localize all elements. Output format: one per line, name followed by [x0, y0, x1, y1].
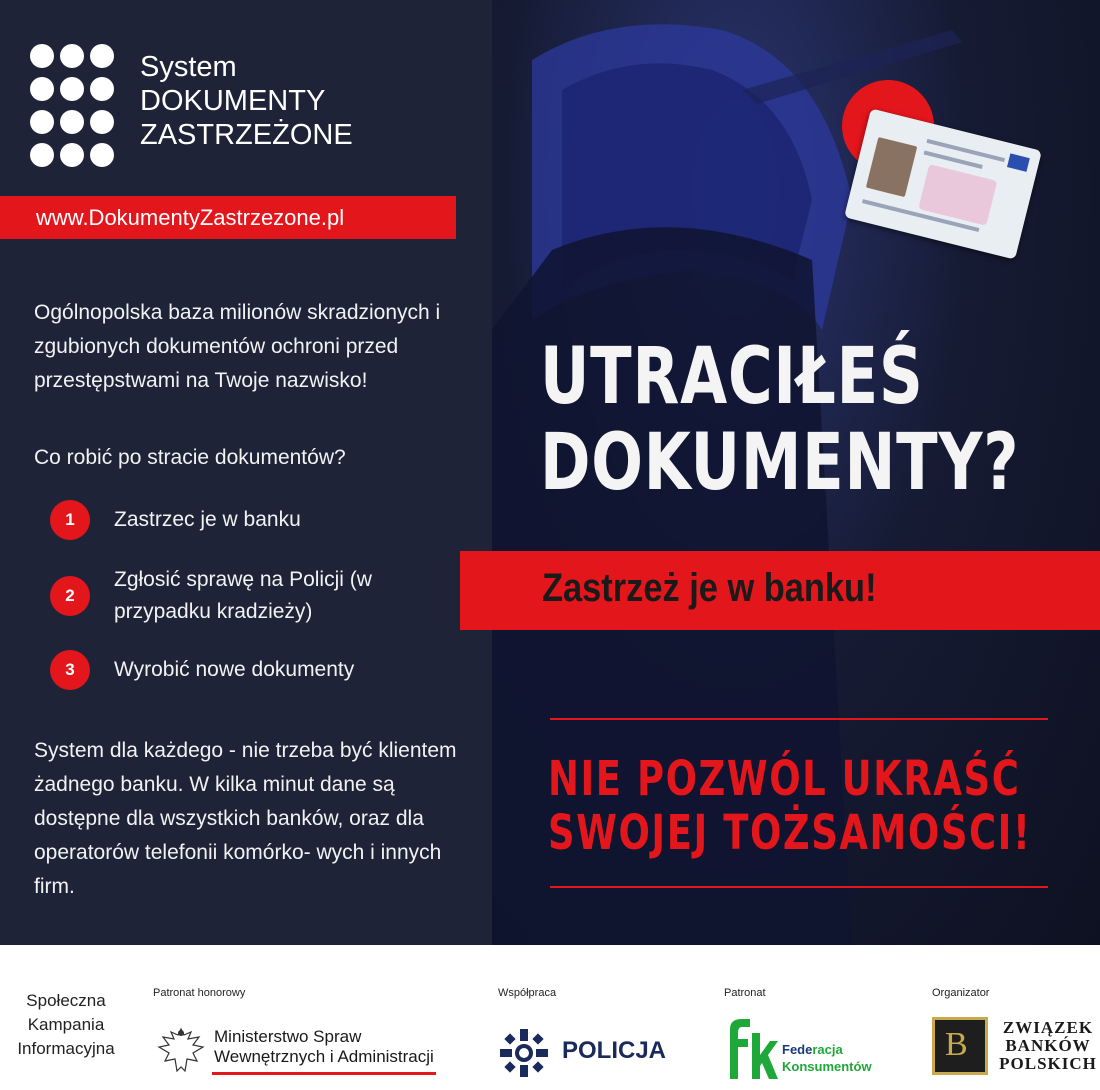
campaign-line: Społeczna [26, 991, 106, 1010]
intro-text: Ogólnopolska baza milionów skradzionych i zgubionych dokumentów ochroni przed przestępstwami na Twoje nazwisko! [34, 301, 441, 392]
info-panel [0, 0, 492, 945]
sponsors-footer [0, 945, 1100, 1090]
federation-name [782, 1041, 872, 1075]
system-note-text: System dla każdego - nie trzeba być klientem żadnego banku. W kilka minut dane są dostępne dla wszystkich banków, oraz dla operatorów telefonii komórko- wych i innych firm. [34, 739, 457, 898]
step-label: Zgłosić sprawę na Policji (w przypadku kradzieży) [114, 568, 372, 623]
organizer-label: Organizator [932, 987, 990, 999]
cta-text: Zastrzeż je w banku! [542, 566, 877, 610]
step-label: Zastrzec je w banku [114, 508, 301, 531]
headline-line-2: DOKUMENTY? [540, 418, 1020, 508]
step-number-badge: 2 [50, 576, 90, 616]
campaign-line: Kampania [27, 1015, 105, 1034]
federation-part: Fede [782, 1042, 813, 1057]
website-url-link[interactable]: www.DokumentyZastrzezone.pl [0, 196, 456, 239]
step-item [50, 650, 354, 690]
zbp-logo-icon: B [932, 1017, 988, 1075]
brand-line-2: DOKUMENTY [140, 85, 326, 117]
divider-top [550, 718, 1048, 720]
divider-bottom [550, 886, 1048, 888]
patron-label: Patronat [724, 987, 766, 999]
logo-dots-icon [30, 44, 114, 168]
federation-part: racja [812, 1042, 843, 1057]
eagle-emblem-icon [153, 1023, 209, 1079]
fk-logo-icon [724, 1015, 778, 1081]
police-star-icon [498, 1027, 550, 1079]
honor-patron-label: Patronat honorowy [153, 987, 246, 999]
zbp-line: ZWIĄZEK [1002, 1018, 1094, 1037]
ministry-underline [212, 1072, 436, 1075]
cooperation-label: Współpraca [498, 987, 557, 999]
step-item [50, 564, 414, 628]
step-number-badge: 3 [50, 650, 90, 690]
ministry-line: Ministerstwo Spraw [214, 1027, 362, 1046]
zbp-name [996, 1019, 1100, 1073]
step-number-badge: 1 [50, 500, 90, 540]
ministry-line: Wewnętrznych i Administracji [214, 1047, 434, 1066]
warning-line-1: NIE POZWÓL UKRAŚĆ [548, 751, 1021, 807]
zbp-line: BANKÓW [1005, 1036, 1091, 1055]
campaign-label [8, 989, 124, 1061]
warning-line-2: SWOJEJ TOŻSAMOŚCI! [548, 805, 1032, 861]
headline [540, 334, 1019, 506]
brand-logo-text [140, 50, 353, 152]
step-item [50, 500, 301, 540]
steps-heading: Co robić po stracie dokumentów? [34, 446, 346, 469]
brand-line-3: ZASTRZEŻONE [140, 119, 353, 151]
brand-line-1: System [140, 51, 237, 83]
police-name: POLICJA [562, 1037, 667, 1064]
federation-part: Konsumentów [782, 1059, 872, 1074]
headline-line-1: UTRACIŁEŚ [540, 332, 924, 422]
step-label: Wyrobić nowe dokumenty [114, 658, 355, 681]
zbp-line: POLSKICH [999, 1054, 1097, 1073]
campaign-line: Informacyjna [17, 1039, 115, 1058]
ministry-name [214, 1027, 434, 1067]
warning-text [548, 752, 1031, 860]
